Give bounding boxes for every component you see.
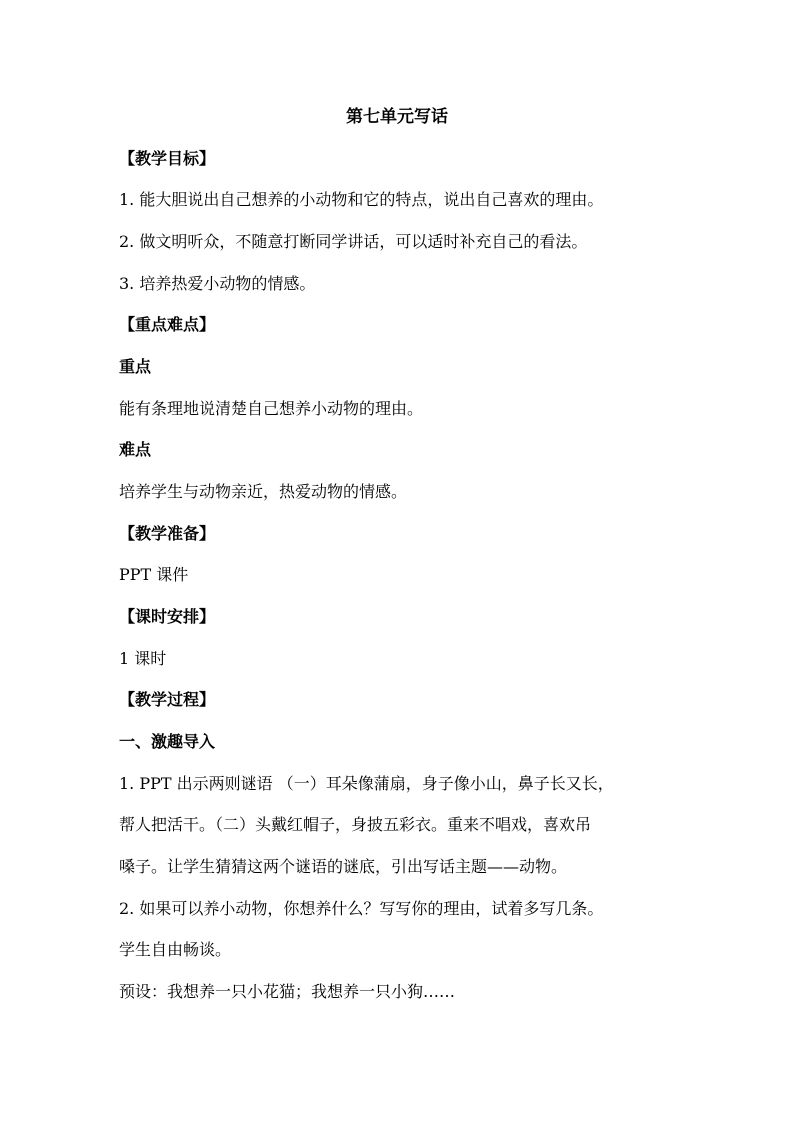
process-line-5: 学生自由畅谈。	[119, 940, 232, 959]
process-step-1-title: 一、激趣导入	[119, 732, 216, 751]
document-title: 第七单元写话	[346, 107, 448, 127]
difficulty-text: 培养学生与动物亲近，热爱动物的情感。	[119, 482, 408, 501]
heading-schedule: 【课时安排】	[119, 607, 216, 626]
schedule-text: 1 课时	[119, 649, 167, 668]
process-line-3: 嗓子。让学生猜猜这两个谜语的谜底，引出写话主题——动物。	[119, 857, 568, 876]
heading-preparation: 【教学准备】	[119, 524, 216, 543]
process-line-6: 预设：我想养一只小花猫；我想养一只小狗……	[119, 982, 456, 1001]
key-point-text: 能有条理地说清楚自己想养小动物的理由。	[119, 399, 424, 418]
process-line-2: 帮人把活干。（二）头戴红帽子，身披五彩衣。重来不唱戏，喜欢吊	[119, 815, 592, 834]
difficulty-label: 难点	[119, 440, 152, 459]
preparation-text: PPT 课件	[119, 565, 189, 584]
heading-teaching-goals: 【教学目标】	[119, 149, 216, 168]
goal-item-3: 3. 培养热爱小动物的情感。	[119, 274, 316, 293]
goal-item-2: 2. 做文明听众，不随意打断同学讲话，可以适时补充自己的看法。	[119, 232, 588, 251]
process-line-1: 1. PPT 出示两则谜语 （一）耳朵像蒲扇，身子像小山，鼻子长又长，	[119, 774, 614, 793]
key-point-label: 重点	[119, 357, 152, 376]
heading-process: 【教学过程】	[119, 690, 216, 709]
heading-key-points: 【重点难点】	[119, 315, 216, 334]
goal-item-1: 1. 能大胆说出自己想养的小动物和它的特点，说出自己喜欢的理由。	[119, 190, 604, 209]
process-line-4: 2. 如果可以养小动物，你想养什么？写写你的理由，试着多写几条。	[119, 899, 604, 918]
